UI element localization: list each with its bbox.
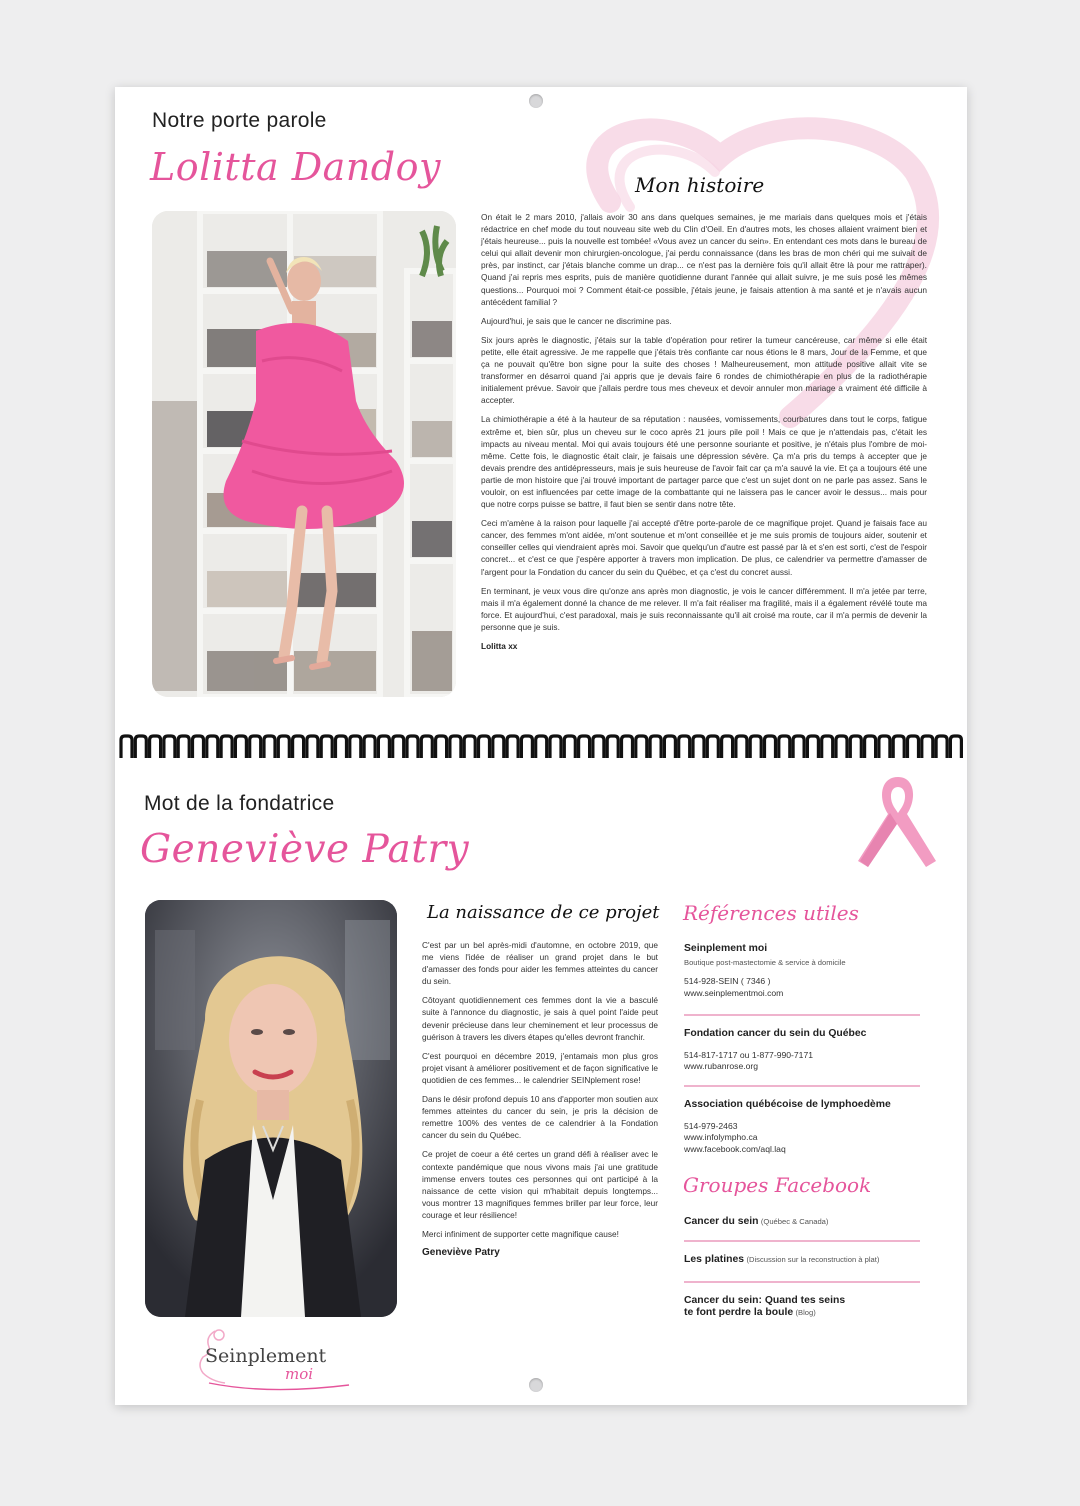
story-paragraph: Côtoyant quotidiennement ces femmes dont la vie a basculé suite à l'annonce du diagnostic, je sais à quel point l'aide peut devenir précieuse dans leur cheminement et leur processus de guérison à travers les divers étapes qu'elles devront franchir. [422, 995, 658, 1042]
coil-loop [636, 736, 647, 758]
divider [684, 1014, 920, 1016]
signature-bottom: Geneviève Patry [422, 1247, 500, 1259]
story-paragraph: C'est pourquoi en décembre 2019, j'entamais mon plus gros projet visant à améliorer positivement et de façon significative le quotidien de ces femmes... le calendrier SEINplement rose! [422, 1050, 658, 1085]
references-title: Références utiles [683, 901, 859, 925]
coil-loop [893, 736, 904, 758]
coil-loop [407, 736, 418, 758]
coil-loop [278, 736, 289, 758]
logo-text: Seinplement [205, 1345, 327, 1367]
coil-loop [135, 736, 146, 758]
reference-name: Seinplement moi [684, 943, 768, 954]
story-paragraph: Six jours après le diagnostic, j'étais sur la table d'opération pour retirer la tumeur cancéreuse, car même si elle était petite, elle était agressive. Je me rappelle que j'étais très confiante car nous étions le 8 mars, Jour de la Femme, et que ça ne pouvait qu'être bon signe pour la suite des choses ! Malheureusement, mon attitude positive allait vite se transformer en désarroi quand j'ai appris que je devais faire 6 rondes de chimiothérapie en plus de la radiothérapie initialement prévue. Savoir que j'allais perdre tous mes cheveux et devoir annuler mon mariage a vraiment été difficile à accepter. [481, 334, 927, 406]
story-paragraph: Aujourd'hui, je sais que le cancer ne discrimine pas. [481, 315, 672, 326]
reference-name: Fondation cancer du sein du Québec [684, 1028, 867, 1039]
reference-web[interactable]: www.seinplementmoi.com [684, 987, 784, 998]
coil-loop [264, 736, 275, 758]
coil-loop [393, 736, 404, 758]
story-paragraph: Merci infiniment de supporter cette magnifique cause! [422, 1228, 619, 1239]
coil-loop [378, 736, 389, 758]
signature-top: Lolitta xx [481, 641, 518, 651]
facebook-group-name: Cancer du sein [684, 1216, 759, 1227]
facebook-group-item[interactable] [684, 1254, 920, 1266]
coil-loop [193, 736, 204, 758]
story-paragraph: C'est par un bel après-midi d'automne, en octobre 2019, que me viens l'idée de réaliser un grand projet dans le but d'amasser des fonds pour aider les femmes atteintes du cancer du sein. [422, 940, 658, 987]
coil-loop [421, 736, 432, 758]
coil-loop [822, 736, 833, 758]
story-text-top [481, 211, 927, 659]
coil-loop [650, 736, 661, 758]
reference-phone: 514-817-1717 ou 1-877-990-7171 [684, 1049, 814, 1060]
coil-loop [607, 736, 618, 758]
facebook-group-item[interactable] [684, 1295, 920, 1318]
coil-loop [235, 736, 246, 758]
coil-loop [221, 736, 232, 758]
coil-loop [307, 736, 318, 758]
coil-loop [464, 736, 475, 758]
section-title-founder: Mot de la fondatrice [144, 792, 335, 815]
section-title-spokesperson: Notre porte parole [152, 109, 327, 132]
coil-loop [336, 736, 347, 758]
coil-loop [536, 736, 547, 758]
story-paragraph: La chimiothérapie a été à la hauteur de sa réputation : nausées, vomissements, courbatures dans tout le corps, fatigue extrême et, bien sûr, plus un cheveu sur le coco après 21 jours pile poil ! Mais ce que je n'attendais pas, c'était les impacts au niveau mental. Moi qui avais toujours été une personne souriante et positive, je n'étais plus l'ombre de moi-même. Cette fois, le diagnostic était clair, je faisais une dépression sévère. Ça m'a pris du temps à accepter que je devais prendre des antidépresseurs, mais je suis heureuse de l'avoir fait car ça m'a sauvé la vie. Et ça a toujours été une partie de mon histoire que j'ai trouvé important de partager parce que c'est un sujet dont on ne parle pas assez. Sans le vouloir, on est influencées par cette image de la combattante qui ne laissera pas le cancer avoir le dessus... mais pour que notre corps puisse se battre, il faut bien se sentir dans notre tête. [481, 414, 927, 510]
facebook-group-note: (Québec & Canada) [760, 1217, 829, 1226]
coil-loop [364, 736, 375, 758]
facebook-group-item[interactable] [684, 1216, 920, 1228]
logo-text-script: moi [285, 1365, 314, 1383]
spokesperson-photo [152, 211, 456, 697]
coil-loop [722, 736, 733, 758]
coil-loop [850, 736, 861, 758]
story-text-bottom [422, 939, 658, 1266]
coil-loop [521, 736, 532, 758]
reference-item [684, 943, 920, 999]
divider [684, 1240, 920, 1242]
coil-loop [707, 736, 718, 758]
reference-phone: 514-928-SEIN ( 7346 ) [684, 976, 771, 986]
coil-loop [936, 736, 947, 758]
divider [684, 1281, 920, 1283]
facebook-group-name-line2: te font perdre la boule [684, 1306, 794, 1318]
coil-loop [836, 736, 847, 758]
reference-item [684, 1028, 920, 1073]
coil-loop [436, 736, 447, 758]
story-paragraph: En terminant, je veux vous dire qu'onze ans après mon diagnostic, je vois le cancer différemment. Il m'a jetée par terre, mais il m'a également donné la chance de me relever. Il m'a fait réaliser ma fragilité, mais il a également révélé toute ma force. Et aujourd'hui, c'est paradoxal, mais je suis reconnaissante qu'il ait croisé ma route, car il m'a permis de devenir la personne que je suis. [481, 585, 927, 632]
reference-item [684, 1099, 920, 1155]
coil-loop [622, 736, 633, 758]
coil-loop [164, 736, 175, 758]
coil-loop [664, 736, 675, 758]
coil-loop [450, 736, 461, 758]
reference-desc: Boutique post-mastectomie & service à domicile [684, 957, 846, 967]
reference-phone: 514-979-2463 [684, 1120, 738, 1131]
coil-loop [207, 736, 218, 758]
founder-photo [145, 900, 397, 1317]
story-title-bottom: La naissance de ce projet [427, 902, 660, 923]
coil-loop [350, 736, 361, 758]
story-title-top: Mon histoire [635, 173, 765, 197]
coil-loop [579, 736, 590, 758]
facebook-group-name: Les platines [684, 1254, 745, 1265]
coil-loop [479, 736, 490, 758]
coil-loop [950, 736, 961, 758]
coil-loop [150, 736, 161, 758]
coil-loop [564, 736, 575, 758]
coil-loop [679, 736, 690, 758]
coil-loop [750, 736, 761, 758]
coil-loop [908, 736, 919, 758]
facebook-groups-title: Groupes Facebook [683, 1173, 872, 1197]
logo-swash [207, 1373, 357, 1393]
story-paragraph: On était le 2 mars 2010, j'allais avoir 30 ans dans quelques semaines, je me mariais dans quelques mois et j'étais rédactrice en chef mode du tout nouveau site web du Clin d'Oeil. En d'autres mots, les choses allaient vraiment bien et j'étais heureuse... puis la nouvelle est tombée! «Vous avez un cancer du sein». En entendant ces mots dans le bureau de celui qui allait devenir mon chirurgien-oncologue, j'ai perdu connaissance (dans les bras de mon chéri qui me suivait de près, par instinct, car j'étais blanche comme un drap... ce n'est pas la dernière fois qu'il allait être là pour me rattraper). Quand j'ai repris mes esprits, puis de manière quotidienne durant l'année qui allait suivre, je me suis posé les mêmes questions... Pourquoi moi ? Comment était-ce possible, j'étais jeune, je faisais attention à ma santé et je n'avais aucun antécédent familial ? [481, 212, 927, 307]
coil-loop [178, 736, 189, 758]
facebook-group-name: Cancer du sein: Quand tes seins [684, 1295, 846, 1306]
story-paragraph: Ce projet de coeur a été certes un grand défi à réaliser avec le contexte pandémique que nous vivons mais j'ai une gratitude immense envers toutes ces personnes qui ont participé à la naissance de cette vision qui m'habitait depuis longtemps... vous montrer 13 magnifiques femmes briller par leur force, leur courage et leur résilience! [422, 1149, 658, 1220]
reference-web[interactable]: www.infolympho.ca [684, 1132, 758, 1142]
reference-name: Association québécoise de lymphoedème [684, 1099, 891, 1110]
coil-loop [293, 736, 304, 758]
coil-loop [593, 736, 604, 758]
coil-loop [765, 736, 776, 758]
coil-loop [550, 736, 561, 758]
coil-loop [922, 736, 933, 758]
reference-web[interactable]: www.rubanrose.org [684, 1061, 759, 1071]
facebook-group-note: (Blog) [795, 1307, 816, 1317]
reference-web[interactable]: www.facebook.com/aql.laq [684, 1143, 786, 1154]
coil-loop [779, 736, 790, 758]
brand-logo [193, 1327, 363, 1397]
story-paragraph: Dans le désir profond depuis 10 ans d'apporter mon soutien aux femmes atteintes du cancer du sein, je pris la décision de remettre 100% des ventes de ce calendrier à la Fondation cancer du sein du Québec. [422, 1094, 658, 1141]
coil-loop [879, 736, 890, 758]
coil-loop [507, 736, 518, 758]
coil-loop [493, 736, 504, 758]
coil-loop [807, 736, 818, 758]
founder-name: Geneviève Patry [140, 827, 470, 872]
calendar-page [115, 87, 967, 1405]
coil-loop [736, 736, 747, 758]
coil-loop [250, 736, 261, 758]
coil-loop [321, 736, 332, 758]
binding-hole-bottom [529, 1378, 543, 1392]
divider [684, 1085, 920, 1087]
pink-ribbon-icon [850, 769, 945, 869]
coil-loop [793, 736, 804, 758]
coil-loop [121, 736, 132, 758]
facebook-group-note: (Discussion sur la reconstruction à plat) [746, 1255, 880, 1264]
coil-loop [693, 736, 704, 758]
spiral-binding [115, 734, 967, 760]
story-paragraph: Ceci m'amène à la raison pour laquelle j'ai accepté d'être porte-parole de ce magnifique projet. Quand je faisais face au cancer, des femmes m'ont aidée, m'ont soutenue et m'ont conseillée et je me suis promis de toujours aider, soutenir et conseiller celles qui viendraient après moi. Savoir que quelqu'un d'autre est passé par là et s'en est sorti, c'est de l'espoir concret... et c'est ce que j'espère apporter à travers mon implication. De plus, ce calendrier va permettre d'amasser de l'argent pour la Fondation du cancer du sein du Québec, et ça c'est du concret aussi. [481, 518, 927, 577]
coil-loop [865, 736, 876, 758]
spokesperson-name: Lolitta Dandoy [150, 145, 441, 189]
